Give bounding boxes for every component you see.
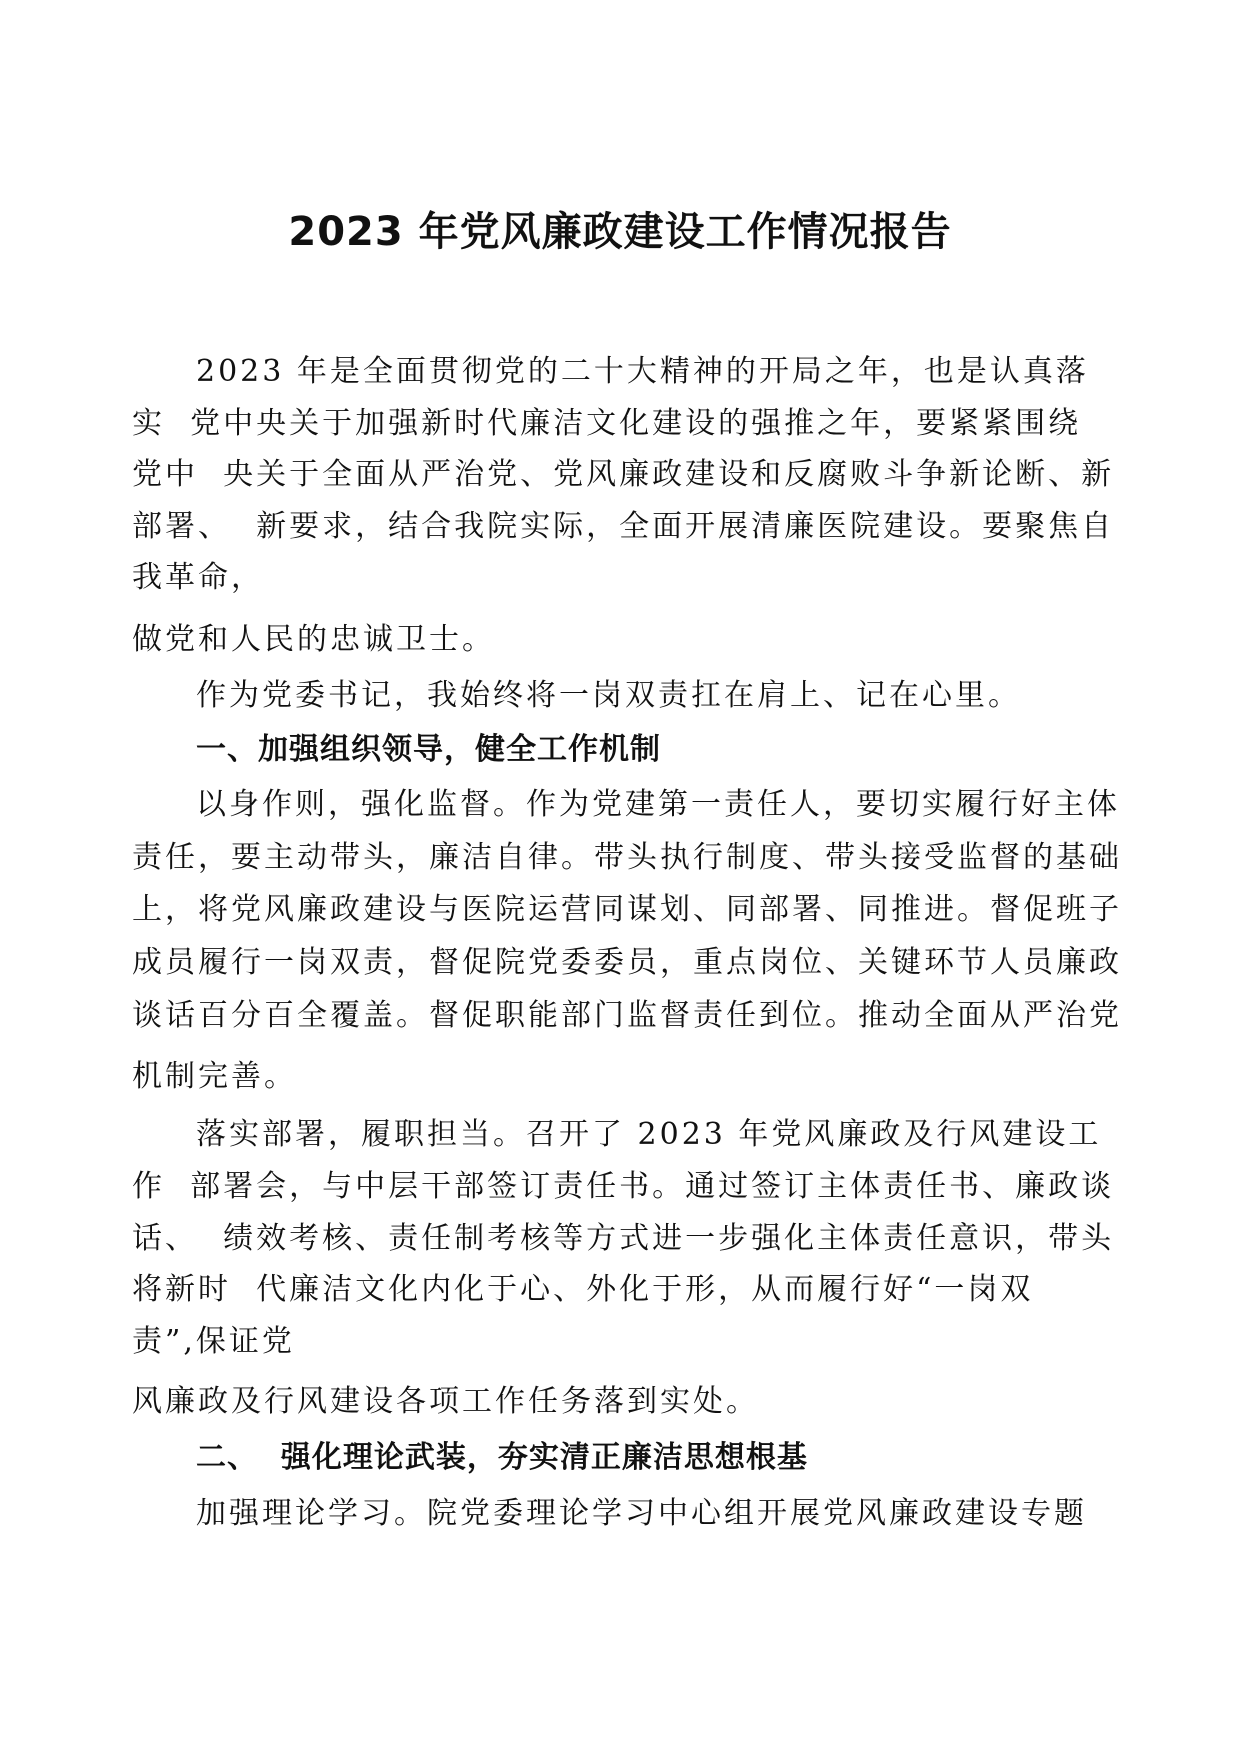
body-line: 实 党中央关于加强新时代廉洁文化建设的强推之年，要紧紧围绕 xyxy=(132,406,1082,441)
body-line: 成员履行一岗双责，督促院党委委员，重点岗位、关键环节人员廉政 xyxy=(132,945,1122,980)
body-line: 机制完善。 xyxy=(132,1059,297,1094)
section-heading-2: 二、 强化理论武装，夯实清正廉洁思想根基 xyxy=(196,1440,808,1475)
body-line: 做党和人民的忠诚卫士。 xyxy=(132,622,495,657)
body-line: 以身作则，强化监督。作为党建第一责任人，要切实履行好主体 xyxy=(196,787,1120,822)
body-line: 谈话百分百全覆盖。督促职能部门监督责任到位。推动全面从严治党 xyxy=(132,998,1122,1033)
body-line: 上，将党风廉政建设与医院运营同谋划、同部署、同推进。督促班子 xyxy=(132,892,1122,927)
body-line: 我革命， xyxy=(132,560,264,595)
body-line: 加强理论学习。院党委理论学习中心组开展党风廉政建设专题 xyxy=(196,1496,1087,1531)
body-line: 2023 年是全面贯彻党的二十大精神的开局之年，也是认真落 xyxy=(196,354,1089,389)
body-line: 风廉政及行风建设各项工作任务落到实处。 xyxy=(132,1384,759,1419)
body-line: 作为党委书记，我始终将一岗双责扛在肩上、记在心里。 xyxy=(196,678,1021,713)
body-line: 话、 绩效考核、责任制考核等方式进一步强化主体责任意识，带头 xyxy=(132,1221,1115,1256)
body-line: 责”,保证党 xyxy=(132,1324,295,1359)
body-line: 作 部署会，与中层干部签订责任书。通过签订主体责任书、廉政谈 xyxy=(132,1169,1115,1204)
body-line: 党中 央关于全面从严治党、党风廉政建设和反腐败斗争新论断、新 xyxy=(132,457,1115,492)
section-heading-1: 一、加强组织领导，健全工作机制 xyxy=(196,732,661,767)
body-line: 将新时 代廉洁文化内化于心、外化于形，从而履行好“一岗双 xyxy=(132,1272,1034,1307)
body-line: 落实部署，履职担当。召开了 2023 年党风廉政及行风建设工 xyxy=(196,1117,1102,1152)
body-line: 责任，要主动带头，廉洁自律。带头执行制度、带头接受监督的基础 xyxy=(132,840,1122,875)
body-line: 部署、 新要求，结合我院实际，全面开展清廉医院建设。要聚焦自 xyxy=(132,509,1115,544)
document-title: 2023 年党风廉政建设工作情况报告 xyxy=(288,209,952,255)
